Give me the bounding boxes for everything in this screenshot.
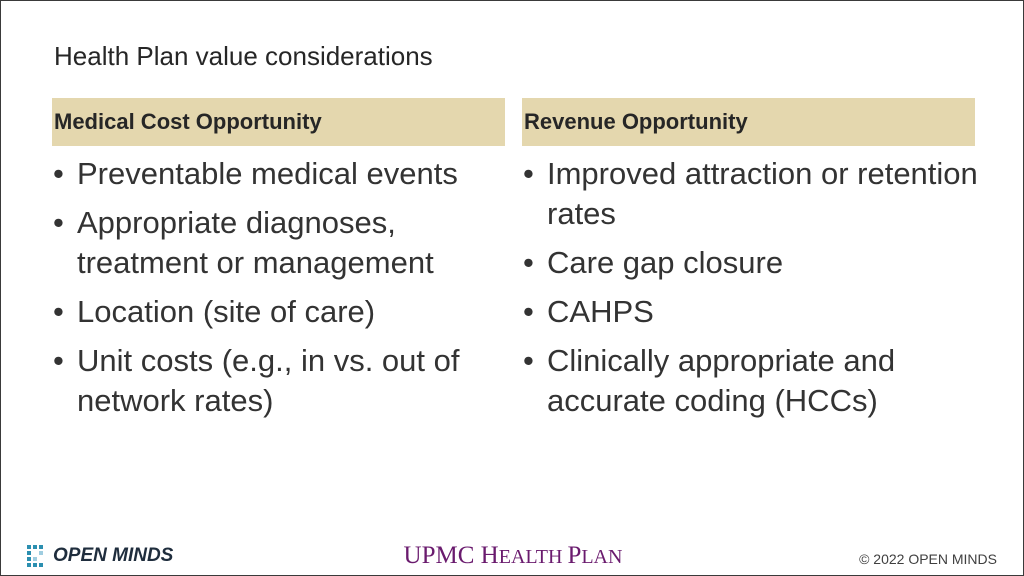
list-item: • Improved attraction or retention rates — [523, 156, 978, 231]
list-item: • Location (site of care) — [53, 292, 513, 332]
open-minds-logo-text: OPEN MINDS — [53, 545, 174, 566]
bullet-icon: • — [523, 343, 534, 378]
bullet-icon: • — [53, 294, 64, 329]
medical-cost-header: Medical Cost Opportunity — [52, 98, 505, 146]
revenue-list — [523, 154, 983, 430]
list-item: • Care gap closure — [523, 243, 983, 283]
slide-title: Health Plan value considerations — [54, 41, 433, 71]
bullet-icon: • — [53, 205, 64, 240]
bullet-icon: • — [523, 294, 534, 329]
list-item: • Appropriate diagnoses, treatment or management — [53, 205, 434, 280]
bullet-icon: • — [523, 156, 534, 191]
list-item: • Preventable medical events — [53, 154, 513, 194]
upmc-health-plan-logo: UPMC HEALTH PLAN — [403, 542, 623, 569]
medical-cost-list — [53, 154, 513, 430]
list-item: • Unit costs (e.g., in vs. out of network rates) — [53, 343, 460, 418]
revenue-header: Revenue Opportunity — [522, 98, 975, 146]
list-item: • Clinically appropriate and accurate coding (HCCs) — [523, 343, 896, 418]
bullet-icon: • — [53, 343, 64, 378]
list-item: • CAHPS — [523, 292, 983, 332]
bullet-icon: • — [523, 245, 534, 280]
copyright-text: © 2022 OPEN MINDS — [859, 551, 997, 567]
bullet-icon: • — [53, 156, 64, 191]
